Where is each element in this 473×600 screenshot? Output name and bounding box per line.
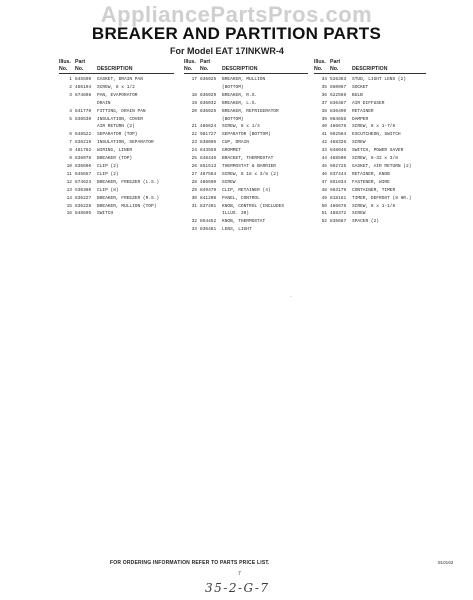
part-description: BREAKER, MULLION (TOP)	[97, 203, 157, 209]
table-row	[184, 92, 308, 100]
part-description: BREAKER, MULLION	[222, 77, 266, 82]
illus-no: 52	[321, 219, 327, 225]
table-row	[59, 108, 174, 116]
handwritten-note: 35-2-G-7	[205, 581, 270, 595]
illus-no	[59, 123, 75, 131]
header-part: Part	[330, 59, 341, 65]
table-row	[184, 187, 308, 195]
model-subtitle: For Model EAT 17INKWR-4	[170, 46, 284, 56]
illus-no: 44	[321, 156, 327, 162]
part-description: (BOTTOM)	[222, 84, 244, 90]
illus-no: 17	[191, 77, 197, 82]
part-description: FASTENER, WIRE	[352, 179, 390, 185]
part-description: DRAIN	[97, 100, 111, 106]
table-row	[314, 76, 426, 84]
part-no: 841770	[75, 108, 92, 114]
part-description: GASKET, DRAIN PAN	[97, 77, 143, 82]
part-description: INSULATION, SEPARATOR	[97, 140, 154, 146]
part-description: KNOB, CONTROL (INCLUDES	[222, 203, 285, 209]
part-description: SCREW, 8 x 1/4	[222, 124, 260, 130]
illus-no: 22	[191, 132, 197, 138]
part-description: SWITCH	[97, 211, 114, 217]
parts-list	[184, 76, 308, 234]
header-description: DESCRIPTION	[352, 65, 388, 72]
illus-no	[184, 84, 200, 92]
part-no: 854452	[200, 219, 217, 225]
illus-no: 32	[191, 219, 197, 225]
part-no: 848046	[330, 148, 347, 154]
table-row	[59, 163, 174, 171]
part-description: LENS, LIGHT	[222, 227, 252, 233]
part-description: BRACKET, THERMOSTAT	[222, 156, 274, 162]
table-row	[59, 76, 174, 84]
part-no: 845590	[75, 77, 92, 82]
illus-no: 34	[321, 77, 327, 82]
column-header	[59, 59, 174, 74]
part-no: 851513	[200, 163, 217, 169]
header-no: No.	[59, 65, 68, 72]
part-no: 982584	[330, 132, 347, 138]
part-no: 836606	[75, 163, 92, 169]
part-no: 874698	[75, 92, 92, 98]
header-no: No.	[184, 65, 193, 72]
part-no: 836481	[200, 227, 217, 233]
part-description: TIMER, DEFROST (8 HR.)	[352, 195, 412, 201]
part-no: 851034	[330, 179, 347, 185]
table-row	[314, 131, 426, 139]
table-row	[59, 116, 174, 124]
part-description: BREAKER, FREEZER (L.S.)	[97, 179, 160, 185]
part-no: 486624	[200, 124, 217, 130]
part-no: 981727	[200, 132, 217, 138]
table-row	[184, 195, 308, 203]
part-no: 488372	[330, 211, 347, 217]
part-description: FITTING, DRAIN PAN	[97, 108, 146, 114]
illus-no: 5	[69, 116, 72, 122]
illus-no: 28	[191, 179, 197, 185]
part-description: ILLUS. 30)	[222, 211, 250, 217]
illus-no: 15	[66, 203, 72, 209]
part-no: 486678	[330, 203, 347, 209]
part-description: CLIP (2)	[97, 163, 119, 169]
part-description: SCREW, 8 x 1-7/8	[352, 124, 396, 130]
header-description: DESCRIPTION	[222, 65, 258, 72]
table-row	[314, 195, 426, 203]
illus-no: 4	[69, 108, 72, 114]
part-no: 836530	[75, 116, 92, 122]
table-row	[314, 163, 426, 171]
table-row	[59, 123, 174, 131]
part-no: 481782	[75, 148, 92, 154]
part-no	[75, 123, 97, 131]
part-no: 526363	[330, 77, 347, 82]
table-row	[59, 171, 174, 179]
table-row	[184, 226, 308, 234]
part-no: 848695	[75, 211, 92, 217]
table-row	[184, 139, 308, 147]
illus-no: 41	[321, 132, 327, 138]
table-row	[59, 195, 174, 203]
illus-no: 35	[321, 84, 327, 90]
part-no: 836032	[200, 100, 217, 106]
illus-no: 19	[191, 100, 197, 106]
table-row	[59, 147, 174, 155]
part-description: SCREW	[352, 140, 366, 146]
part-no: 836219	[75, 140, 92, 146]
table-row	[314, 203, 426, 211]
table-row	[184, 218, 308, 226]
ordering-note: FOR ORDERING INFORMATION REFER TO PARTS PRICE LIST.	[110, 560, 270, 566]
table-row	[184, 131, 308, 139]
part-description: DAMPER	[352, 116, 369, 122]
table-row	[184, 100, 308, 108]
illus-no: 3	[69, 92, 72, 98]
illus-no: 51	[321, 211, 327, 217]
header-illus: Illus.	[314, 59, 326, 65]
part-description: STUD, LIGHT LENS (2)	[352, 77, 407, 82]
table-row	[314, 84, 426, 92]
illus-no: 30	[191, 195, 197, 201]
part-no: 836026	[200, 108, 217, 114]
parts-column-3	[314, 59, 426, 226]
illus-no: 39	[321, 116, 327, 122]
illus-no: 14	[66, 195, 72, 201]
part-description: (BOTTOM)	[222, 116, 244, 122]
part-description: THERMOSTAT & BARRIER	[222, 163, 277, 169]
part-no: 836029	[200, 92, 217, 98]
part-no: 874623	[75, 179, 92, 185]
part-description: SCREW, 8 x 1-1/8	[352, 203, 396, 209]
part-no: 488500	[330, 156, 347, 162]
illus-no: 16	[66, 211, 72, 217]
header-part-no: No.	[330, 65, 339, 72]
part-description: WIRING, LINER	[97, 148, 133, 154]
illus-no: 26	[191, 163, 197, 169]
illus-no: 27	[191, 171, 197, 177]
part-description: BREAKER, FREEZER (R.S.)	[97, 195, 160, 201]
part-description: PANEL, CONTROL	[222, 195, 260, 201]
illus-no: 11	[66, 171, 72, 177]
illus-no: 9	[69, 156, 72, 162]
illus-no: 42	[321, 140, 327, 146]
part-no: 486678	[330, 124, 347, 130]
part-no: 841208	[200, 195, 217, 201]
illus-no: 21	[191, 124, 197, 130]
part-description: CONTAINER, TIMER	[352, 187, 396, 193]
part-no	[200, 210, 222, 218]
parts-list	[59, 76, 174, 218]
part-description: SCREW	[222, 179, 236, 185]
table-row	[59, 84, 174, 92]
part-description: SEPARATOR (BOTTOM)	[222, 132, 271, 138]
part-description: SPACER (2)	[352, 219, 380, 225]
part-no	[200, 116, 222, 124]
header-rule	[314, 73, 426, 74]
parts-column-1	[59, 59, 174, 218]
part-no: 838095	[200, 140, 217, 146]
illus-no: 10	[66, 163, 72, 169]
table-row	[314, 100, 426, 108]
table-row	[59, 179, 174, 187]
part-description: AIR RETURN (2)	[97, 124, 135, 130]
illus-no: 46	[321, 171, 327, 177]
table-row	[314, 179, 426, 187]
part-description: GASKET, AIR RETURN (2)	[352, 163, 412, 169]
table-row	[184, 155, 308, 163]
part-no: 843559	[200, 148, 217, 154]
table-row	[184, 147, 308, 155]
table-row	[184, 210, 308, 218]
part-description: GROMMET	[222, 148, 241, 154]
part-no: 849479	[200, 187, 217, 193]
part-description: CUP, DRAIN	[222, 140, 250, 146]
table-row	[59, 155, 174, 163]
illus-no: 37	[321, 100, 327, 106]
part-no: 486194	[75, 84, 92, 90]
table-row	[314, 210, 426, 218]
illus-no: 45	[321, 163, 327, 169]
part-description: BREAKER, L.S.	[222, 100, 258, 106]
part-description: BULB	[352, 92, 363, 98]
parts-list	[314, 76, 426, 226]
table-row	[59, 203, 174, 211]
page-title: BREAKER AND PARTITION PARTS	[91, 24, 382, 43]
illus-no: 40	[321, 124, 327, 130]
header-part-no: No.	[200, 65, 209, 72]
table-row	[184, 179, 308, 187]
table-row	[184, 163, 308, 171]
part-description: SCREW, 8 x 1/2	[97, 84, 135, 90]
header-part-no: No.	[75, 65, 84, 72]
table-row	[314, 171, 426, 179]
illus-no: 25	[191, 156, 197, 162]
watermark: AppliancePartsPros.com	[100, 2, 373, 27]
part-no: 835667	[330, 219, 347, 225]
part-no: 836227	[75, 195, 92, 201]
column-header	[314, 59, 426, 74]
part-description: PAN, EVAPORATOR	[97, 92, 138, 98]
table-row	[184, 84, 308, 92]
illus-no: 33	[191, 227, 197, 233]
table-row	[184, 203, 308, 211]
illus-no: 49	[321, 195, 327, 201]
illus-no: 38	[321, 108, 327, 114]
part-description: CLIP, RETAINER (4)	[222, 187, 271, 193]
part-description: BREAKER, REFRIGERATOR	[222, 108, 279, 114]
table-row	[314, 218, 426, 226]
part-description: CLIP (2)	[97, 171, 119, 177]
table-row	[184, 116, 308, 124]
part-description: SEPARATOR (TOP)	[97, 132, 138, 138]
table-row	[59, 210, 174, 218]
illus-no: 48	[321, 187, 327, 193]
part-description: SWITCH, POWER SAVER	[352, 148, 404, 154]
illus-no: 13	[66, 187, 72, 193]
header-rule	[59, 73, 174, 74]
table-row	[314, 108, 426, 116]
illus-no: 1	[69, 77, 72, 82]
header-rule	[184, 73, 308, 74]
illus-no: 43	[321, 148, 327, 154]
column-header	[184, 59, 308, 74]
table-row	[59, 92, 174, 100]
part-no	[75, 100, 97, 108]
illus-no: 31	[191, 203, 197, 209]
table-row	[59, 100, 174, 108]
part-no: 836025	[200, 77, 217, 82]
part-no: 536360	[75, 187, 92, 193]
part-no	[200, 84, 222, 92]
part-no: 486590	[200, 179, 217, 185]
illus-no: 2	[69, 84, 72, 90]
part-description: ESCUTCHEON, SWITCH	[352, 132, 401, 138]
part-no: 836487	[330, 100, 347, 106]
illus-no	[59, 100, 75, 108]
header-no: No.	[314, 65, 323, 72]
part-no: 845657	[75, 171, 92, 177]
illus-no: 7	[69, 140, 72, 146]
table-row	[314, 123, 426, 131]
illus-no: 47	[321, 179, 327, 185]
part-no: 984656	[330, 116, 347, 122]
illus-no: 12	[66, 179, 72, 185]
part-no: 488326	[330, 140, 347, 146]
page-number: 7	[238, 571, 241, 577]
part-no: 848446	[200, 156, 217, 162]
part-description: CLIP (8)	[97, 187, 119, 193]
scan-speck: ·	[290, 294, 292, 300]
part-description: SCREW	[352, 211, 366, 217]
part-no: 818161	[330, 195, 347, 201]
header-part: Part	[200, 59, 211, 65]
table-row	[184, 108, 308, 116]
table-row	[314, 187, 426, 195]
illus-no: 36	[321, 92, 327, 98]
part-no: 837444	[330, 171, 347, 177]
part-description: SOCKET	[352, 84, 369, 90]
table-row	[314, 139, 426, 147]
table-row	[184, 123, 308, 131]
header-part: Part	[75, 59, 86, 65]
illus-no: 50	[321, 203, 327, 209]
table-row	[184, 76, 308, 84]
header-description: DESCRIPTION	[97, 65, 133, 72]
part-no: 848522	[75, 132, 92, 138]
illus-no: 6	[69, 132, 72, 138]
part-description: RETAINER, KNOB	[352, 171, 390, 177]
table-row	[314, 155, 426, 163]
part-no: 487584	[200, 171, 217, 177]
table-row	[314, 147, 426, 155]
illus-no	[184, 116, 200, 124]
part-description: BREAKER, R.S.	[222, 92, 258, 98]
part-no: 836228	[75, 203, 92, 209]
illus-no: 23	[191, 140, 197, 146]
part-no: 982725	[330, 163, 347, 169]
part-description: SCREW, 6-32 x 3/8	[352, 156, 398, 162]
table-row	[59, 139, 174, 147]
part-no: 850067	[330, 84, 347, 90]
illus-no: 29	[191, 187, 197, 193]
header-illus: Illus.	[59, 59, 71, 65]
part-description: SCREW, 8 18 x 3/8 (2)	[222, 171, 279, 177]
table-row	[314, 116, 426, 124]
part-description: BREAKER (TOP)	[97, 156, 133, 162]
illus-no: 20	[191, 108, 197, 114]
part-description: KNOB, THERMOSTAT	[222, 219, 266, 225]
part-description: RETAINER	[352, 108, 374, 114]
header-illus: Illus.	[184, 59, 196, 65]
table-row	[184, 171, 308, 179]
part-no: 837401	[200, 203, 217, 209]
illus-no: 24	[191, 148, 197, 154]
part-no: 836078	[75, 156, 92, 162]
part-no: 522569	[330, 92, 347, 98]
table-row	[59, 131, 174, 139]
part-no: 983179	[330, 187, 347, 193]
part-description: INSULATION, COVER	[97, 116, 143, 122]
table-row	[59, 187, 174, 195]
part-no: 836490	[330, 108, 347, 114]
illus-no	[184, 210, 200, 218]
table-row	[314, 92, 426, 100]
parts-column-2	[184, 59, 308, 234]
document-code: 910162	[438, 560, 454, 565]
illus-no: 8	[69, 148, 72, 154]
part-description: AIR DIFFUSER	[352, 100, 385, 106]
illus-no: 18	[191, 92, 197, 98]
